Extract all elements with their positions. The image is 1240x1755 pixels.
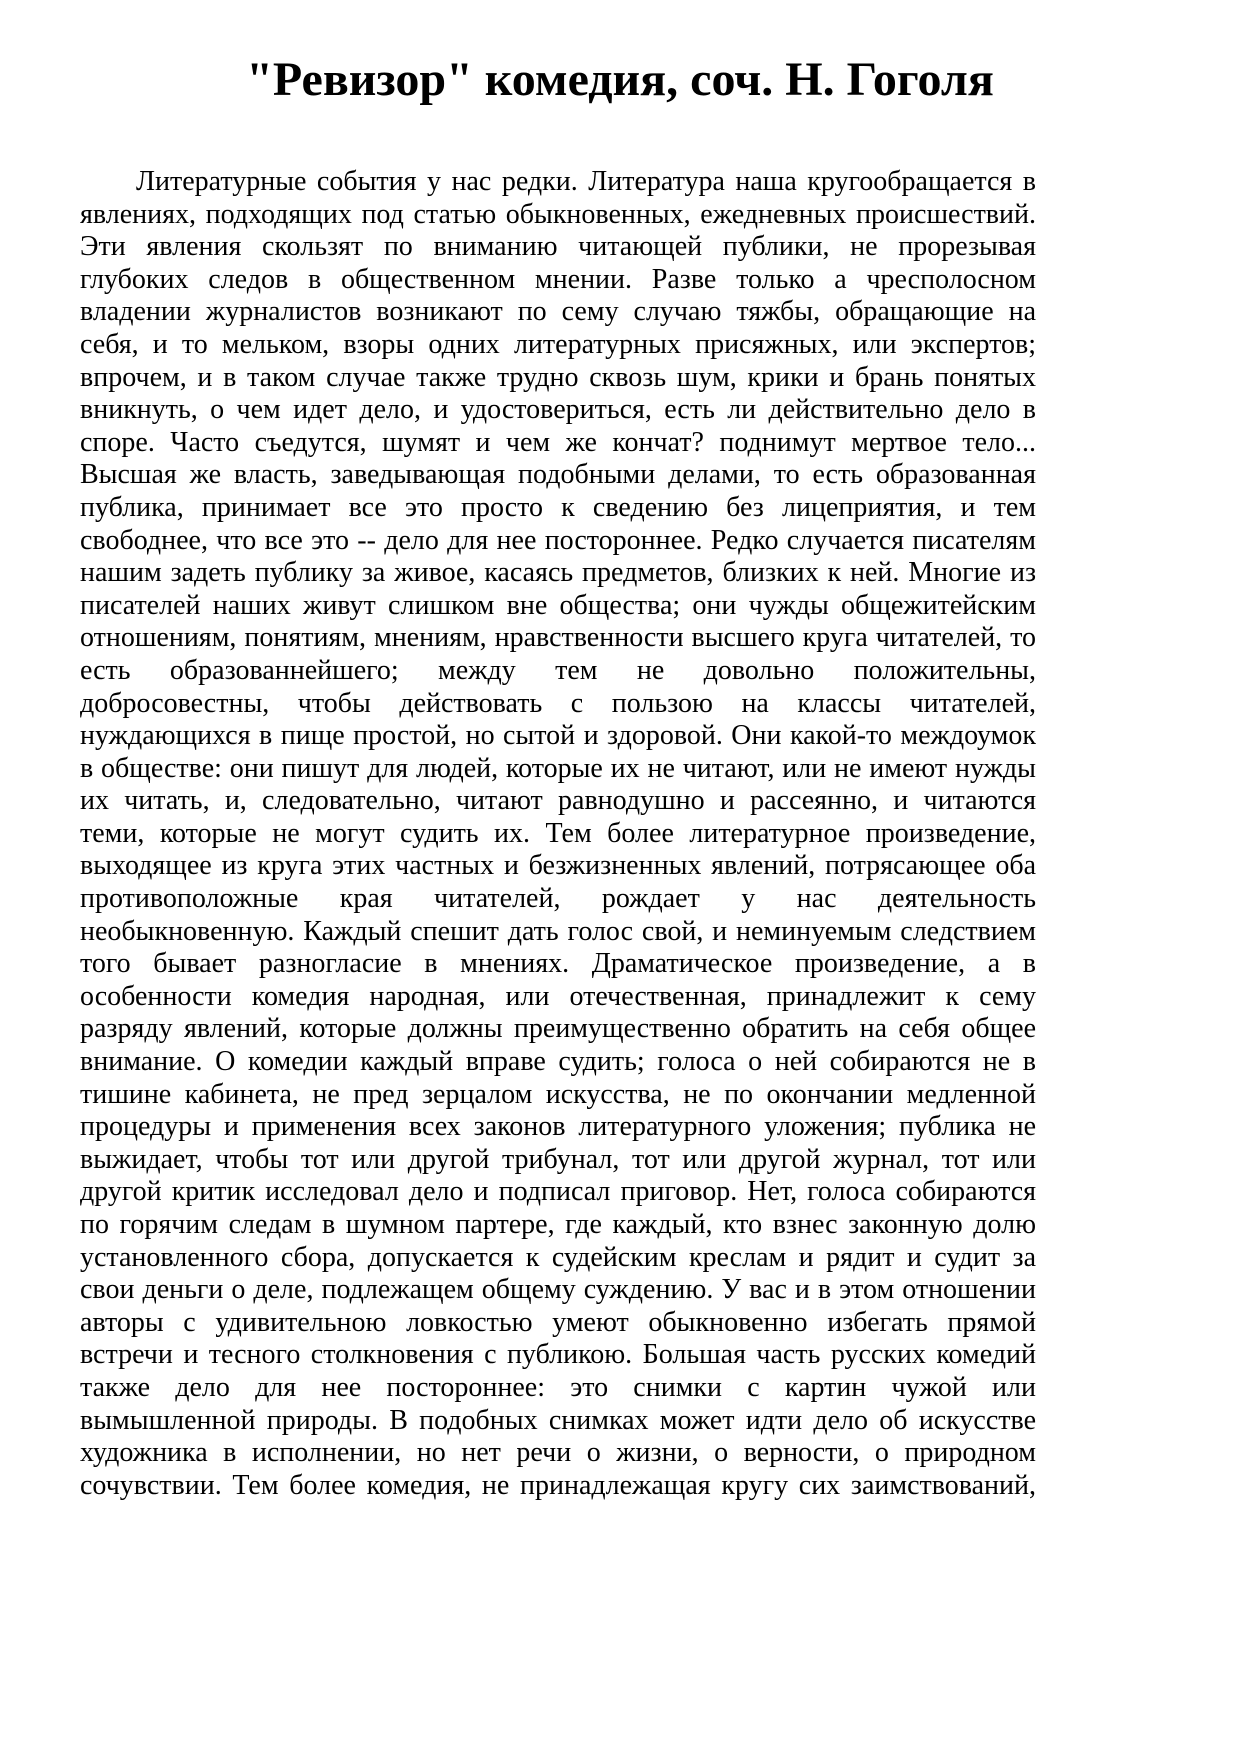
text-line: противоположные края читателей, рождает у нас деятельность [80,883,1036,915]
text-line: добросовестны, чтобы действовать с пользою на классы читателей, [80,687,1036,719]
text-line: установленного сбора, допускается к судейским креслам и рядит и судит за [80,1241,1036,1273]
text-line: в обществе: они пишут для людей, которые их не читают, или не имеют нужды [80,752,1036,784]
text-line: теми, которые не могут судить их. Тем более литературное произведение, [80,817,1036,849]
text-line: споре. Часто съедутся, шумят и чем же кончат? поднимут мертвое тело... [80,426,1036,458]
text-line: по горячим следам в шумном партере, где каждый, кто взнес законную долю [80,1209,1036,1240]
text-line: владении журналистов возникают по сему случаю тяжбы, обращающие на [80,296,1036,328]
text-line: разряду явлений, которые должны преимущественно обратить на себя общее [80,1013,1036,1045]
text-line: вымышленной природы. В подобных снимках может идти дело об искусстве [80,1404,1036,1436]
text-line: внимание. О комедии каждый вправе судить; голоса о ней собираются не в [80,1046,1036,1078]
text-line: художника в исполнении, но нет речи о жизни, о верности, о природном [80,1437,1036,1469]
text-line: встречи и тесного столкновения с публикою. Большая часть русских комедий [80,1339,1036,1371]
text-line: необыкновенную. Каждый спешит дать голос свой, и неминуемым следствием [80,915,1036,947]
body-paragraph [80,166,1036,1502]
text-line: их читать, и, следовательно, читают равнодушно и рассеянно, и читаются [80,785,1036,817]
text-line: Эти явления скользят по вниманию читающей публики, не прорезывая [80,231,1036,263]
text-line: впрочем, и в таком случае также трудно сквозь шум, крики и брань понятых [80,361,1036,393]
text-line: свои деньги о деле, подлежащем общему суждению. У вас и в этом отношении [80,1274,1036,1306]
text-line: нуждающихся в пище простой, но сытой и здоровой. Они какой-то междоумок [80,720,1036,752]
text-line: сочувствии. Тем более комедия, не принадлежащая кругу сих заимствований, [80,1469,1036,1501]
text-line: Литературные события у нас редки. Литература наша кругообращается в [136,166,1036,197]
text-line: особенности комедия народная, или отечественная, принадлежит к сему [80,980,1036,1012]
text-line: процедуры и применения всех законов литературного уложения; публика не [80,1111,1036,1143]
text-line: глубоких следов в общественном мнении. Разве только а чресполосном [80,263,1036,295]
text-line: выходящее из круга этих частных и безжизненных явлений, потрясающее оба [80,850,1036,882]
text-line: тишине кабинета, не пред зерцалом искусства, не по окончании медленной [80,1078,1036,1110]
text-line: явлениях, подходящих под статью обыкновенных, ежедневных происшествий. [80,198,1036,230]
text-line: публика, принимает все это просто к сведению без лицеприятия, и тем [80,491,1036,523]
text-line: выжидает, чтобы тот или другой трибунал, тот или другой журнал, тот или [80,1143,1036,1175]
text-line: авторы с удивительною ловкостью умеют обыкновенно избегать прямой [80,1306,1036,1338]
text-line: другой критик исследовал дело и подписал приговор. Нет, голоса собираются [80,1176,1036,1208]
text-line: себя, и то мельком, взоры одних литературных присяжных, или экспертов; [80,328,1036,360]
text-line: того бывает разногласие в мнениях. Драматическое произведение, а в [80,948,1036,980]
text-line: Высшая же власть, заведывающая подобными делами, то есть образованная [80,459,1036,491]
text-line: писателей наших живут слишком вне общества; они чужды общежитейским [80,589,1036,621]
text-line: вникнуть, о чем идет дело, и удостовериться, есть ли действительно дело в [80,394,1036,426]
page-title: "Ревизор" комедия, соч. Н. Гоголя [246,53,994,106]
text-line: есть образованнейшего; между тем не довольно положительны, [80,654,1036,686]
text-line: нашим задеть публику за живое, касаясь предметов, близких к ней. Многие из [80,557,1036,589]
text-line: также дело для нее постороннее: это снимки с картин чужой или [80,1371,1036,1403]
text-line: отношениям, понятиям, мнениям, нравственности высшего круга читателей, то [80,622,1036,654]
text-line: свободнее, что все это -- дело для нее постороннее. Редко случается писателям [80,524,1036,556]
